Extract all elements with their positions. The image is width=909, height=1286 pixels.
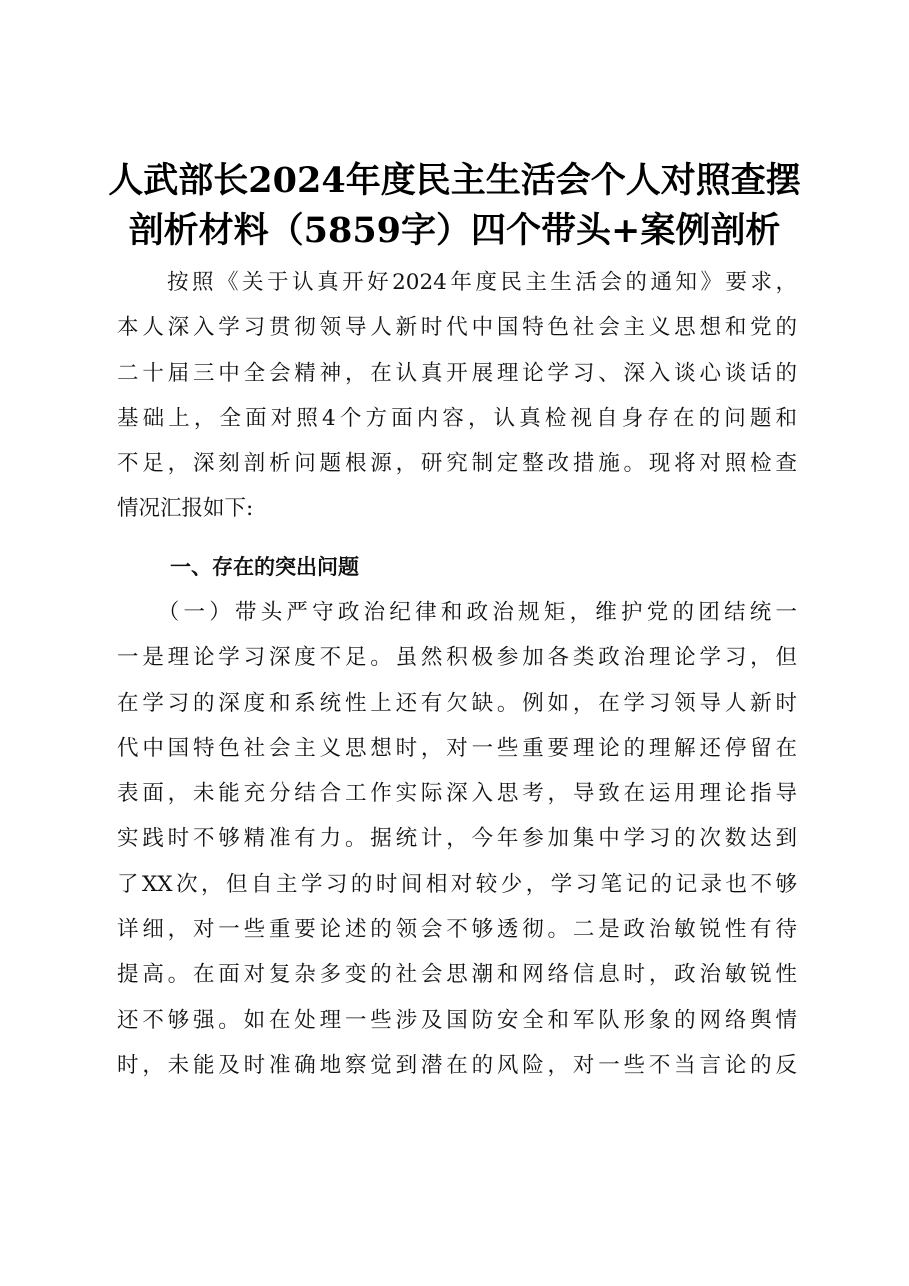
document-title-line-2: 剖析材料（5859字）四个带头+案例剖析	[128, 210, 781, 251]
intro-line: 本人深入学习贯彻领导人新时代中国特色社会主义思想和党的	[117, 315, 797, 341]
section-line: 了XX次，但自主学习的时间相对较少，学习笔记的记录也不够	[117, 871, 797, 897]
intro-paragraph	[117, 260, 797, 532]
section-line: 一是理论学习深度不足。虽然积极参加各类政治理论学习，但	[117, 645, 797, 671]
intro-line: 按照《关于认真开好2024年度民主生活会的通知》要求，	[117, 270, 797, 295]
section-line: 在学习的深度和系统性上还有欠缺。例如，在学习领导人新时	[117, 690, 797, 716]
section-heading: 一、存在的突出问题	[170, 555, 359, 579]
section-line: 还不够强。如在处理一些涉及国防安全和军队形象的网络舆情	[117, 1007, 797, 1033]
intro-line: 不足，深刻剖析问题根源，研究制定整改措施。现将对照检查	[117, 451, 797, 477]
section-line: 提高。在面对复杂多变的社会思潮和网络信息时，政治敏锐性	[117, 962, 797, 988]
section-line: 详细，对一些重要论述的领会不够透彻。二是政治敏锐性有待	[117, 917, 797, 943]
intro-line: 基础上，全面对照4个方面内容，认真检视自身存在的问题和	[117, 405, 797, 431]
intro-line: 情况汇报如下:	[117, 496, 254, 522]
section-line: 代中国特色社会主义思想时，对一些重要理论的理解还停留在	[117, 735, 797, 761]
section-line: 实践时不够精准有力。据统计，今年参加集中学习的次数达到	[117, 826, 797, 852]
section-line: 表面，未能充分结合工作实际深入思考，导致在运用理论指导	[117, 781, 797, 807]
section-paragraph	[117, 590, 797, 1088]
document-title-line-1: 人武部长2024年度民主生活会个人对照查摆	[108, 160, 801, 201]
section-line: （一）带头严守政治纪律和政治规矩，维护党的团结统一	[117, 600, 797, 625]
section-line: 时，未能及时准确地察觉到潜在的风险，对一些不当言论的反	[117, 1052, 797, 1078]
intro-line: 二十届三中全会精神，在认真开展理论学习、深入谈心谈话的	[117, 360, 797, 386]
